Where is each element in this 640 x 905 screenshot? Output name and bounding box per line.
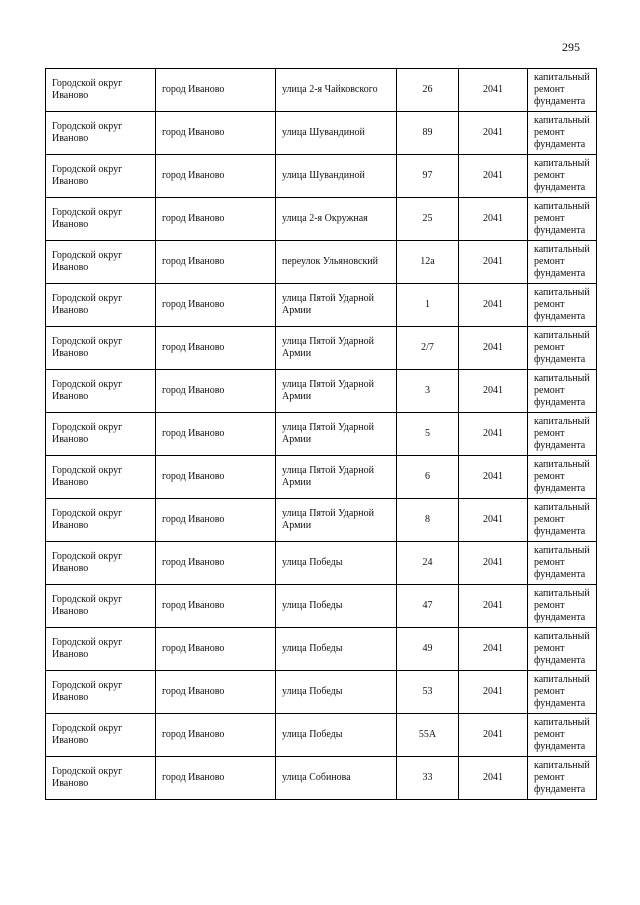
cell-work-type: капитальный ремонт фундамента xyxy=(528,69,597,112)
cell-work-type: капитальный ремонт фундамента xyxy=(528,241,597,284)
cell-city: город Иваново xyxy=(156,155,276,198)
cell-year: 2041 xyxy=(459,714,528,757)
cell-house-number: 5 xyxy=(397,413,459,456)
table-body xyxy=(46,69,597,800)
cell-district: Городской округ Иваново xyxy=(46,69,156,112)
cell-district: Городской округ Иваново xyxy=(46,585,156,628)
cell-year: 2041 xyxy=(459,757,528,800)
cell-street: улица 2-я Чайковского xyxy=(276,69,397,112)
cell-street: улица Победы xyxy=(276,542,397,585)
cell-year: 2041 xyxy=(459,499,528,542)
cell-year: 2041 xyxy=(459,628,528,671)
cell-work-type: капитальный ремонт фундамента xyxy=(528,284,597,327)
cell-work-type: капитальный ремонт фундамента xyxy=(528,327,597,370)
table-row xyxy=(46,542,597,585)
cell-city: город Иваново xyxy=(156,456,276,499)
cell-work-type: капитальный ремонт фундамента xyxy=(528,155,597,198)
cell-city: город Иваново xyxy=(156,112,276,155)
table-row xyxy=(46,585,597,628)
cell-work-type: капитальный ремонт фундамента xyxy=(528,757,597,800)
cell-house-number: 12а xyxy=(397,241,459,284)
cell-house-number: 49 xyxy=(397,628,459,671)
cell-street: улица Победы xyxy=(276,628,397,671)
table-row xyxy=(46,456,597,499)
table-row xyxy=(46,327,597,370)
cell-street: улица Пятой Ударной Армии xyxy=(276,370,397,413)
cell-work-type: капитальный ремонт фундамента xyxy=(528,628,597,671)
cell-city: город Иваново xyxy=(156,714,276,757)
table-row xyxy=(46,370,597,413)
cell-house-number: 89 xyxy=(397,112,459,155)
cell-street: улица Пятой Ударной Армии xyxy=(276,327,397,370)
cell-street: улица Победы xyxy=(276,671,397,714)
cell-district: Городской округ Иваново xyxy=(46,155,156,198)
table-row xyxy=(46,628,597,671)
cell-city: город Иваново xyxy=(156,198,276,241)
cell-year: 2041 xyxy=(459,284,528,327)
cell-year: 2041 xyxy=(459,155,528,198)
cell-district: Городской округ Иваново xyxy=(46,499,156,542)
page-number: 295 xyxy=(562,40,580,54)
cell-district: Городской округ Иваново xyxy=(46,241,156,284)
cell-work-type: капитальный ремонт фундамента xyxy=(528,499,597,542)
cell-work-type: капитальный ремонт фундамента xyxy=(528,456,597,499)
cell-city: город Иваново xyxy=(156,499,276,542)
cell-district: Городской округ Иваново xyxy=(46,757,156,800)
cell-city: город Иваново xyxy=(156,542,276,585)
cell-district: Городской округ Иваново xyxy=(46,327,156,370)
cell-street: улица Пятой Ударной Армии xyxy=(276,284,397,327)
cell-street: улица Пятой Ударной Армии xyxy=(276,456,397,499)
table-row xyxy=(46,671,597,714)
cell-city: город Иваново xyxy=(156,327,276,370)
cell-work-type: капитальный ремонт фундамента xyxy=(528,198,597,241)
cell-street: улица Шувандиной xyxy=(276,155,397,198)
table-row xyxy=(46,198,597,241)
cell-district: Городской округ Иваново xyxy=(46,628,156,671)
cell-district: Городской округ Иваново xyxy=(46,542,156,585)
cell-year: 2041 xyxy=(459,671,528,714)
cell-city: город Иваново xyxy=(156,284,276,327)
cell-city: город Иваново xyxy=(156,241,276,284)
cell-street: улица Пятой Ударной Армии xyxy=(276,413,397,456)
cell-house-number: 47 xyxy=(397,585,459,628)
cell-city: город Иваново xyxy=(156,413,276,456)
cell-city: город Иваново xyxy=(156,69,276,112)
cell-work-type: капитальный ремонт фундамента xyxy=(528,413,597,456)
cell-year: 2041 xyxy=(459,69,528,112)
cell-year: 2041 xyxy=(459,370,528,413)
cell-district: Городской округ Иваново xyxy=(46,370,156,413)
cell-house-number: 6 xyxy=(397,456,459,499)
table-row xyxy=(46,499,597,542)
cell-year: 2041 xyxy=(459,413,528,456)
cell-work-type: капитальный ремонт фундамента xyxy=(528,542,597,585)
cell-street: улица Победы xyxy=(276,714,397,757)
cell-house-number: 25 xyxy=(397,198,459,241)
cell-year: 2041 xyxy=(459,542,528,585)
cell-house-number: 24 xyxy=(397,542,459,585)
table-row xyxy=(46,413,597,456)
cell-year: 2041 xyxy=(459,456,528,499)
table-row xyxy=(46,241,597,284)
table-row xyxy=(46,155,597,198)
cell-house-number: 97 xyxy=(397,155,459,198)
cell-district: Городской округ Иваново xyxy=(46,198,156,241)
table-row xyxy=(46,714,597,757)
cell-house-number: 33 xyxy=(397,757,459,800)
cell-house-number: 3 xyxy=(397,370,459,413)
cell-street: улица Шувандиной xyxy=(276,112,397,155)
repair-schedule-table xyxy=(45,68,597,800)
cell-house-number: 2/7 xyxy=(397,327,459,370)
cell-street: переулок Ульяновский xyxy=(276,241,397,284)
cell-work-type: капитальный ремонт фундамента xyxy=(528,370,597,413)
cell-street: улица Победы xyxy=(276,585,397,628)
cell-work-type: капитальный ремонт фундамента xyxy=(528,714,597,757)
cell-city: город Иваново xyxy=(156,628,276,671)
cell-district: Городской округ Иваново xyxy=(46,714,156,757)
cell-year: 2041 xyxy=(459,585,528,628)
cell-year: 2041 xyxy=(459,198,528,241)
cell-house-number: 55А xyxy=(397,714,459,757)
cell-district: Городской округ Иваново xyxy=(46,112,156,155)
cell-city: город Иваново xyxy=(156,671,276,714)
cell-city: город Иваново xyxy=(156,757,276,800)
cell-year: 2041 xyxy=(459,112,528,155)
cell-year: 2041 xyxy=(459,241,528,284)
cell-district: Городской округ Иваново xyxy=(46,284,156,327)
cell-year: 2041 xyxy=(459,327,528,370)
cell-house-number: 8 xyxy=(397,499,459,542)
cell-street: улица 2-я Окружная xyxy=(276,198,397,241)
table-row xyxy=(46,112,597,155)
cell-street: улица Собинова xyxy=(276,757,397,800)
cell-work-type: капитальный ремонт фундамента xyxy=(528,112,597,155)
table-row xyxy=(46,284,597,327)
cell-city: город Иваново xyxy=(156,370,276,413)
cell-district: Городской округ Иваново xyxy=(46,671,156,714)
table-row xyxy=(46,757,597,800)
cell-street: улица Пятой Ударной Армии xyxy=(276,499,397,542)
cell-house-number: 26 xyxy=(397,69,459,112)
table-row xyxy=(46,69,597,112)
cell-house-number: 1 xyxy=(397,284,459,327)
cell-district: Городской округ Иваново xyxy=(46,456,156,499)
cell-work-type: капитальный ремонт фундамента xyxy=(528,585,597,628)
cell-city: город Иваново xyxy=(156,585,276,628)
cell-house-number: 53 xyxy=(397,671,459,714)
cell-district: Городской округ Иваново xyxy=(46,413,156,456)
cell-work-type: капитальный ремонт фундамента xyxy=(528,671,597,714)
